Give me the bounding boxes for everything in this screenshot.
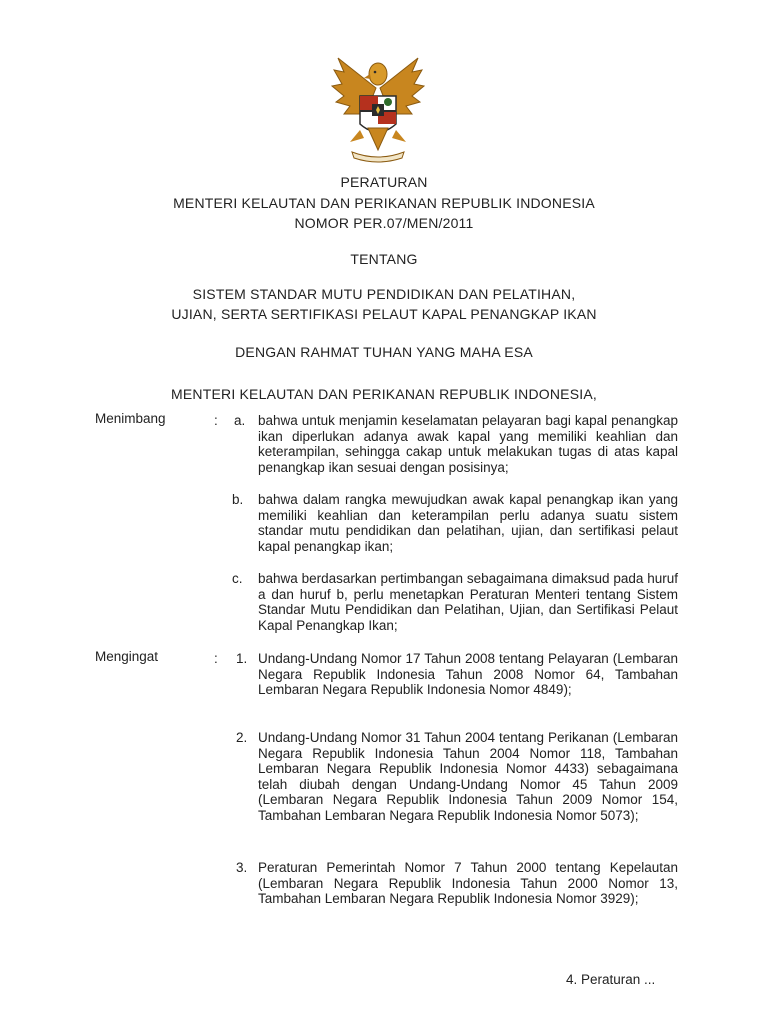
recalling-label: Mengingat [95, 649, 159, 664]
considering-item-c-marker: c. [232, 571, 243, 586]
issuing-ministry: MENTERI KELAUTAN DAN PERIKANAN REPUBLIK INDONESIA [173, 195, 595, 211]
recalling-item-1: Undang-Undang Nomor 17 Tahun 2008 tentang Pelayaran (Lembaran Negara Republik Indonesia Tahun 2008 Nomor 64, Tambahan Lembaran Negara Republik Indonesia Nomor 4849); [258, 651, 678, 697]
recalling-item-2: Undang-Undang Nomor 31 Tahun 2004 tentang Perikanan (Lembaran Negara Republik Indonesia Tahun 2004 Nomor 118, Tambahan Lembaran Negara Republik Indonesia Nomor 4433) sebagaimana telah diubah dengan Undang-Undang Nomor 45 Tahun 2009 (Lembaran Negara Republik Indonesia Tahun 2009 Nomor 154, Tambahan Lembaran Negara Republik Indonesia Nomor 5073); [258, 730, 678, 823]
regulation-number: NOMOR PER.07/MEN/2011 [294, 215, 474, 231]
subject-line-1: SISTEM STANDAR MUTU PENDIDIKAN DAN PELATIHAN, [192, 286, 576, 302]
subject-line-2: UJIAN, SERTA SERTIFIKASI PELAUT KAPAL PENANGKAP IKAN [171, 306, 597, 322]
considering-label: Menimbang [95, 411, 166, 426]
considering-item-b: bahwa dalam rangka mewujudkan awak kapal penangkap ikan yang memiliki keahlian dan keterampilan perlu adanya suatu sistem standar mutu pendidikan dan pelatihan, ujian, dan sertifikasi pelaut kapal penangkap ikan; [258, 492, 678, 554]
recalling-colon: : [214, 651, 218, 666]
considering-item-a: bahwa untuk menjamin keselamatan pelayaran bagi kapal penangkap ikan diperlukan adanya awak kapal yang memiliki keahlian dan keterampilan, sehingga cakap untuk melakukan tugas di atas kapal penangkap ikan sesuai dengan posisinya; [258, 413, 678, 475]
considering-item-a-marker: a. [234, 413, 246, 428]
recalling-item-3-marker: 3. [236, 860, 248, 875]
recalling-item-1-marker: 1. [236, 651, 248, 666]
regulation-type: PERATURAN [340, 174, 428, 190]
recalling-item-2-marker: 2. [236, 730, 248, 745]
grace-statement: DENGAN RAHMAT TUHAN YANG MAHA ESA [235, 344, 533, 360]
about-label: TENTANG [350, 251, 418, 267]
garuda-pancasila-emblem-icon [330, 54, 426, 166]
considering-colon: : [214, 413, 218, 428]
recalling-item-3: Peraturan Pemerintah Nomor 7 Tahun 2000 tentang Kepelautan (Lembaran Negara Republik Indonesia Tahun 2000 Nomor 13, Tambahan Lembaran Negara Republik Indonesia Nomor 3929); [258, 860, 678, 906]
considering-item-b-marker: b. [232, 492, 244, 507]
authority-line: MENTERI KELAUTAN DAN PERIKANAN REPUBLIK INDONESIA, [171, 386, 597, 402]
next-page-indicator: 4. Peraturan ... [566, 972, 656, 987]
considering-item-c: bahwa berdasarkan pertimbangan sebagaimana dimaksud pada huruf a dan huruf b, perlu menetapkan Peraturan Menteri tentang Sistem Standar Mutu Pendidikan dan Pelatihan, Ujian, dan Sertifikasi Pelaut Kapal Penangkap Ikan; [258, 571, 678, 633]
